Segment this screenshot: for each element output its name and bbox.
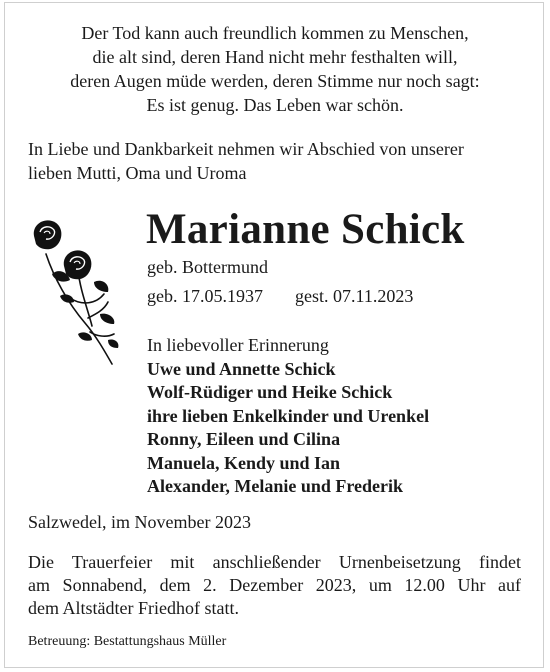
ceremony-line: am Sonnabend, dem 2. Dezember 2023, um 12.00 Uhr auf	[28, 575, 521, 595]
ceremony-line: Die Trauerfeier mit anschließender Urnenbeisetzung findet	[28, 552, 521, 572]
poem-line: deren Augen müde werden, deren Stimme nur noch sagt:	[70, 71, 480, 91]
place-date: Salzwedel, im November 2023	[28, 512, 251, 532]
intro-line: In Liebe und Dankbarkeit nehmen wir Abschied von unserer	[28, 139, 464, 159]
mourner-line: Manuela, Kendy und Ian	[147, 452, 341, 473]
mourners-heading: In liebevoller Erinnerung	[147, 335, 329, 355]
intro-line: lieben Mutti, Oma und Uroma	[28, 163, 247, 183]
intro-text	[28, 137, 528, 185]
mourners-list	[147, 334, 429, 499]
mourner-line: Ronny, Eileen und Cilina	[147, 429, 341, 449]
life-dates	[147, 286, 413, 307]
maiden-name: geb. Bottermund	[147, 257, 268, 277]
poem-line: Es ist genug. Das Leben war schön.	[146, 95, 404, 115]
rose-illustration	[30, 218, 135, 368]
mourner-line: Alexander, Melanie und Frederik	[147, 476, 403, 496]
funeral-home-credit: Betreuung: Bestattungshaus Müller	[28, 634, 227, 649]
mourner-line: ihre lieben Enkelkinder und Urenkel	[147, 405, 430, 426]
poem-line: die alt sind, deren Hand nicht mehr festhalten will,	[92, 47, 458, 67]
mourner-line: Uwe und Annette Schick	[147, 358, 336, 379]
poem	[0, 21, 550, 117]
birth-date: geb. 17.05.1937	[147, 286, 263, 306]
death-date: gest. 07.11.2023	[295, 286, 414, 306]
ceremony-line: dem Altstädter Friedhof statt.	[28, 598, 239, 618]
mourner-line: Wolf-Rüdiger und Heike Schick	[147, 382, 393, 402]
ceremony-info	[28, 551, 521, 620]
poem-line: Der Tod kann auch freundlich kommen zu Menschen,	[81, 23, 469, 43]
deceased-name: Marianne Schick	[146, 206, 465, 253]
